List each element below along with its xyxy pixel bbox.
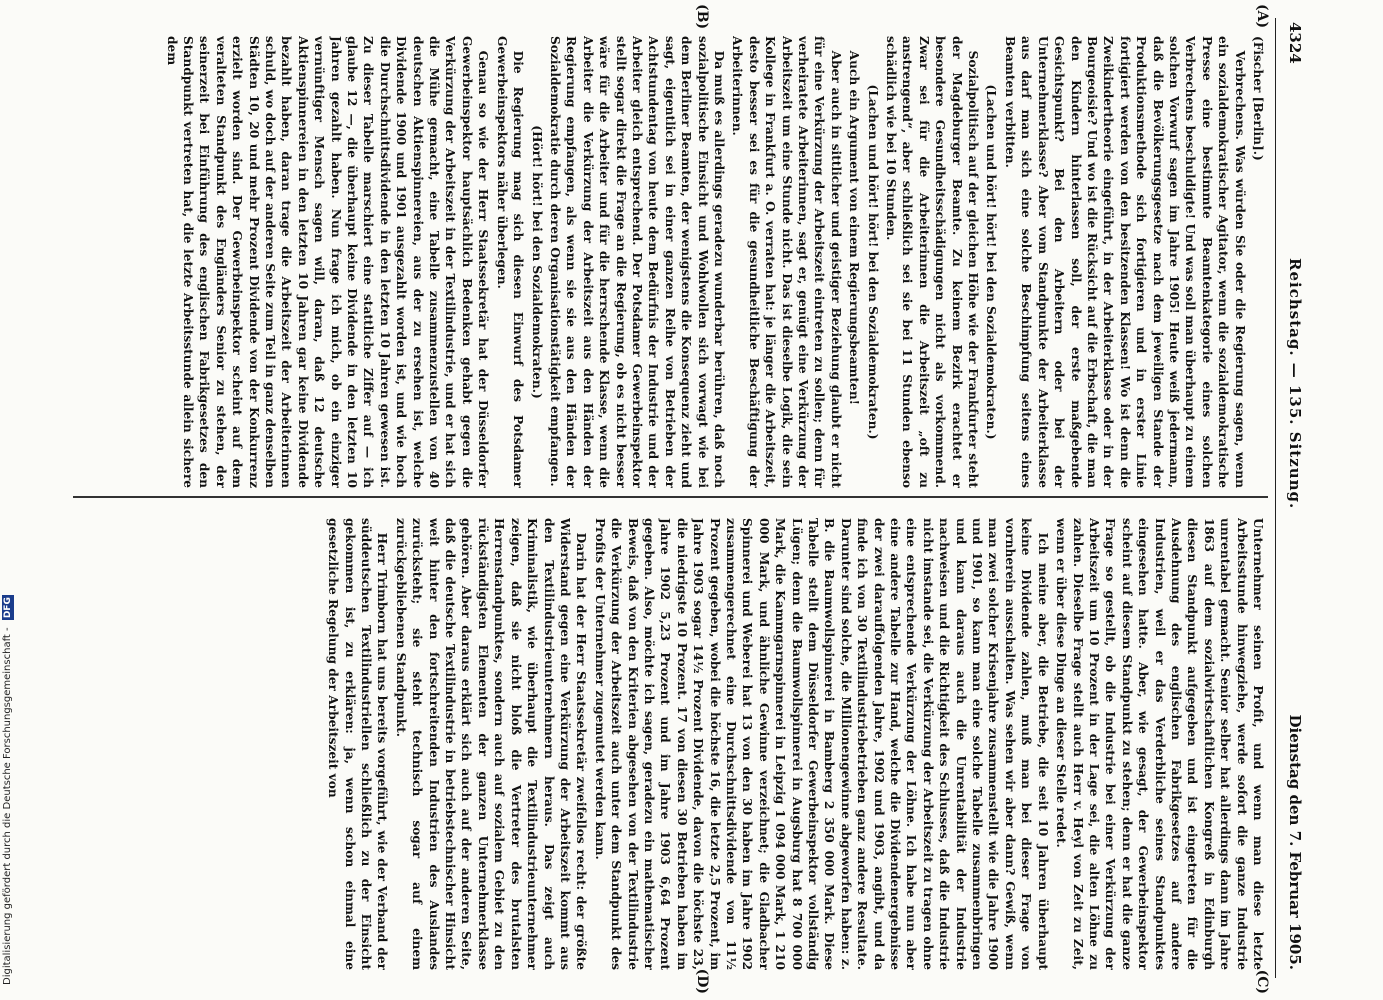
session-date: Dienstag den 7. Februar 1905. (1286, 714, 1304, 970)
paragraph: Ich meine aber, die Betriebe, die seit 10 Jahren überhaupt keine Dividende zahlen, muß man bei dieser Frage von vornherein ausschalten. Was sehen wir aber dann? Gewiß, wenn man zwei solcher Krisenjahre zusammenstellt wie die Jahre 1900 und 1901, so kann man eine solche Tabelle zusammenbringen und kann daraus auch die Unrentabilität der Industrie nachweisen und die Richtigkeit des Schlusses, daß die Industrie nicht imstande sei, die Verkürzung der Arbeitszeit zu tragen ohne eine entsprechende Verkürzung der Löhne. Ich habe nun aber eine andere Tabelle zur Hand, welche die Dividendenergebnisse der zwei darauffolgenden Jahre, 1902 und 1903, angibt, und da finde ich von 30 Textilindustriebetrieben ganz andere Resultate. Darunter sind solche, die Millionengewinne abgeworfen haben: z. B. die Baumwollspinnerei in Bamberg 2 350 000 Mark. Diese Tabelle stellt dem Düsseldorfer Gewerbeinspektor vollständig Lügen; denn die Baumwollspinnerei in Augsburg hat 8 700 000 Mark, die Kammgarnspinnerei in Leipzig 1 094 000 Mark, 1 210 000 Mark, und ähnliche Gewinne verzeichnet; die Gladbacher Spinnerei und Weberei hat 13 von den 30 haben im Jahre 1902 zusammengerechnet eine Durchschnittsdividende von 11½ Prozent gegeben, wobei die höchste 16, die letzte 2,5 Prozent, im Jahre 1903 sogar 14½ Prozent Dividende, davon die höchste 23, die niedrigste 10 Prozent. 17 von diesen 30 Betrieben haben im Jahre 1902 5,23 Prozent und im Jahre 1903 6,64 Prozent gegeben. Also, möchte ich sagen, geradezu ein mathematischer Beweis, daß von den Kriterien abgesehen von der Textilindustrie die Verkürzung der Arbeitszeit auch unter dem Standpunkt des Profits der Unternehmer zugemutet werden kann. (592, 518, 1050, 970)
page-header (1275, 18, 1310, 978)
margin-mark-b: (B) (694, 4, 710, 30)
paragraph: Sozialpolitisch auf der gleichen Höhe wie der Frankfurter steht der Magdeburger Beamte. Zu keinem Bezirk erachtet er besondere Gesundheitsschädigungen nicht als vorkommend. Zwar sei für die Arbeiterinnen die Arbeitszeit „oft zu anstrengend“, aber schließlich sei sie bei 11 Stunden ebenso schädlich wie bei 10 Stunden. (884, 36, 981, 488)
paragraph: Verbrechens. Was würden Sie oder die Regierung sagen, wenn ein sozialdemokratischer Agitator, wenn die sozialdemokratische Presse eine bestimmte Beamtenkategorie eines solchen Verbrechens beschuldigte! Und was soll man überhaupt zu einem solchen Vorwurf sagen im Jahre 1905! Heute weiß jedermann, daß die Bevölkerungsgesetze nach dem jeweiligen Stande der Produktionsmethode sich fortigieren und in erster Linie fortigiert werden von den besitzenden Klassen! Wo ist denn die Zweikindertheorie eingeführt, in der Arbeiterklasse oder in der Bourgeoisie? Und wo ist die Rücksicht auf die Erbschaft, die man den Kindern hinterlassen soll, der erste maßgebende Gesichtspunkt? Bei den Arbeitern oder bei der Unternehmerklasse? Aber vom Standpunkte der Arbeiterklasse aus darf man sich eine solche Beschimpfung seitens eines Beamten verbitten. (1002, 36, 1247, 488)
interjection: (Hört! hört! bei den Sozialdemokraten.) (529, 125, 544, 399)
rotated-page-content (70, 4, 1310, 994)
paragraph: Da muß es allerdings geradezu wunderbar berühren, daß noch sozialpolitische Einsicht und Wohlwollen sich vorwagt wie bei dem Berliner Beamten, der wenigstens die Konsequenz zieht und sagt, eigentlich sei in einer ganzen Reihe von Betrieben der Achtstundentag von heute dem Bedürfnis der Industrie und der Arbeiter gleich entsprechend. Der Potsdamer Gewerbeinspektor stellt sogar direkt die Frage an die Regierung, ob es nicht besser wäre für die Arbeiter und für die herrschende Klasse, wenn die Arbeiter die Verkürzung der Arbeitszeit aus den Händen der Regierung empfangen, als wenn sie sie aus den Händen der Sozialdemokratie durch deren Organisationstätigkeit empfangen. (547, 36, 726, 488)
margin-mark-c: (C) (1254, 969, 1270, 994)
interjection: (Lachen und hört! hört! bei den Sozialdemokraten.) (984, 84, 999, 440)
credit-text: Digitalisierung gefördert durch die Deutsche Forschungsgemeinschaft - (2, 627, 13, 985)
right-column (76, 518, 1266, 970)
paragraph: Aber auch in sittlicher und geistiger Beziehung glaubt er nicht für eine Verkürzung der Arbeitszeit eintreten zu sollen; denn für verheiratete Arbeiterinnen, sagt er, genügt eine Verkürzung der Arbeitszeit um eine Stunde nicht. Das ist dieselbe Logik, die sein Kollege in Frankfurt a. O. verraten hat: je länger die Arbeitszeit, desto besser sei es für die gesundheitliche Beschäftigung der Arbeiterinnen. (730, 36, 843, 488)
margin-mark-d: (D) (694, 968, 710, 994)
digitization-credit (2, 595, 14, 985)
session-title: Reichstag. — 135. Sitzung. (1286, 258, 1304, 510)
margin-mark-a: (A) (1254, 4, 1270, 29)
paragraph: Herr Trimborn hat uns bereits vorgeführt, wie der Verband der süddeutschen Textilindustriellen schließlich zu der Einsicht gekommen ist, zu erklären: ja, wenn schon einmal eine gesetzliche Regelung der Arbeitszeit von (326, 518, 390, 970)
speaker-name: (Fischer [Berlin].) (1251, 36, 1265, 161)
interjection: (Lachen und hört! hört! bei den Sozialdemokraten.) (865, 84, 880, 440)
left-column (76, 36, 1266, 488)
column-divider (73, 496, 1268, 498)
paragraph: Auch ein Argument von einem Regierungsbeamten! (847, 50, 862, 406)
paragraph: Die Regierung mag sich diesen Einwurf des Potsdamer Gewerbeinspektors näher überlegen. (494, 36, 526, 488)
paragraph: Darin hat der Herr Staatssekretär zweifellos recht: der größte Widerstand gegen eine Verkürzung der Arbeitszeit kommt aus den Textilindustrieunternehmern heraus. Das zeigt auch Kriminalistik, wie überhaupt die Textilindustrieunternehmer zeigen, daß sie nicht bloß die Vertreter des brutalsten Herrenstandpunktes, sondern auch auf sozialem Gebiet zu den rückständigsten Elementen der ganzen Unternehmerklasse gehören. Aber daraus erklärt sich auch auf der anderen Seite, daß die deutsche Textilindustrie in betriebstechnischer Hinsicht weit hinter den fortschreitenden Industrien des Auslandes zurücksteht; sie steht technisch sogar auf einem zurückgebliebenen Standpunkt. (393, 518, 589, 970)
page-number: 4324 (1286, 22, 1304, 64)
paragraph: Genau so wie der Herr Staatssekretär hat der Düsseldorfer Gewerbeinspektor hauptsächlich Bedenken gehabt gegen die Verkürzung der Arbeitszeit in der Textilindustrie, und er hat sich die Mühe gemacht, eine Tabelle zusammenzustellen von 40 deutschen Aktienspinnereien, aus der zu ersehen ist, welche Dividende 1900 und 1901 ausgezahlt worden ist, und wie hoch die Durchschnittsdividende in den letzten 10 Jahren gewesen ist. Zu dieser Tabelle marschiert eine stattliche Ziffer auf — ich glaube 12 —, die überhaupt keine Dividende in den letzten 10 Jahren gezahlt haben. Nun frage ich mich, ob ein einziger vernünftiger Mensch sagen will, daran, daß 12 deutsche Aktienspinnereien in den letzten 10 Jahren gar keine Dividende bezahlt haben, daran trage die Arbeitszeit der Arbeiterinnen schuld, wo doch auf der anderen Seite zum Teil in ganz denselben Städten 10, 20 und mehr Prozent Dividende von der Konkurrenz erzielt worden sind. Der Gewerbeinspektor scheint auf dem veralteten Standpunkt des Engländers Senior zu stehen, der seinerzeit bei Einführung des englischen Fabrikgesetzes den Standpunkt vertreten hat, die letzte Arbeitsstunde allein sichere dem (164, 36, 491, 488)
paragraph: Unternehmer seinen Profit, und wenn man diese letzte Arbeitsstunde hinwegziehe, werde sofort die ganze Industrie unrentabel gemacht. Senior selber hat allerdings dann im Jahre 1863 auf dem sozialwirtschaftlichen Kongreß in Edinburgh diesen Standpunkt aufgegeben und ist eingetreten für die Ausdehnung des englischen Fabrikgesetzes auf andere Industrien, weil er das Verderbliche seines Standpunktes eingesehen hatte. Aber, wie gesagt, der Gewerbeinspektor scheint auf diesem Standpunkt zu stehen; denn er hat die ganze Frage so gestellt, ob die Industrie bei einer Verkürzung der Arbeitszeit um 10 Prozent in der Lage sei, die alten Löhne zu zahlen. Dieselbe Frage stellt auch Herr v. Heyl von Zeit zu Zeit, wenn er über diese Dinge an dieser Stelle redet. (1054, 518, 1265, 970)
dfg-logo: DFG (3, 597, 13, 619)
